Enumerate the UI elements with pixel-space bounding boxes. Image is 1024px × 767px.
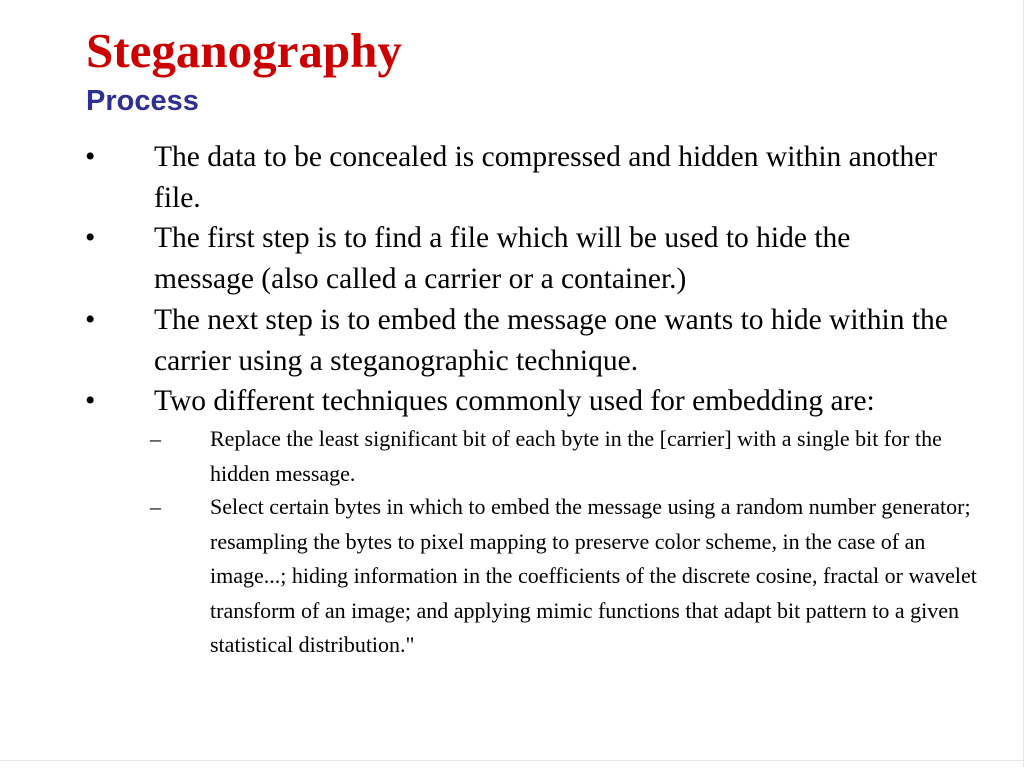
bullet-marker: • bbox=[85, 222, 96, 254]
slide-bottom-border bbox=[0, 760, 1023, 761]
sub-bullet-marker: – bbox=[150, 494, 161, 519]
bullet-marker: • bbox=[85, 385, 96, 417]
sub-bullet-marker: – bbox=[150, 426, 161, 451]
bullet-marker: • bbox=[85, 304, 96, 336]
bullet-marker: • bbox=[85, 141, 96, 173]
bullet-text: The data to be concealed is compressed and hidden within another file. bbox=[154, 141, 938, 214]
bullet-text: Two different techniques commonly used for embedding are: bbox=[154, 385, 875, 417]
bullet-text: The first step is to find a file which will be used to hide the message (also called a carrier or a container.) bbox=[154, 222, 851, 295]
slide-title: Steganography bbox=[86, 23, 402, 78]
bullet-text: The next step is to embed the message one wants to hide within the carrier using a steganographic technique. bbox=[154, 304, 948, 377]
slide-subtitle: Process bbox=[86, 85, 199, 117]
sub-bullet-text: Select certain bytes in which to embed the message using a random number generator; resampling the bytes to pixel mapping to preserve color scheme, in the case of an image...; hiding information in the coefficients of the discrete cosine, fractal or wavelet transform of an image; and applying mimic functions that adapt bit pattern to a given statistical distribution." bbox=[210, 494, 977, 657]
sub-bullet-text: Replace the least significant bit of each byte in the [carrier] with a single bit for the hidden message. bbox=[210, 426, 942, 486]
